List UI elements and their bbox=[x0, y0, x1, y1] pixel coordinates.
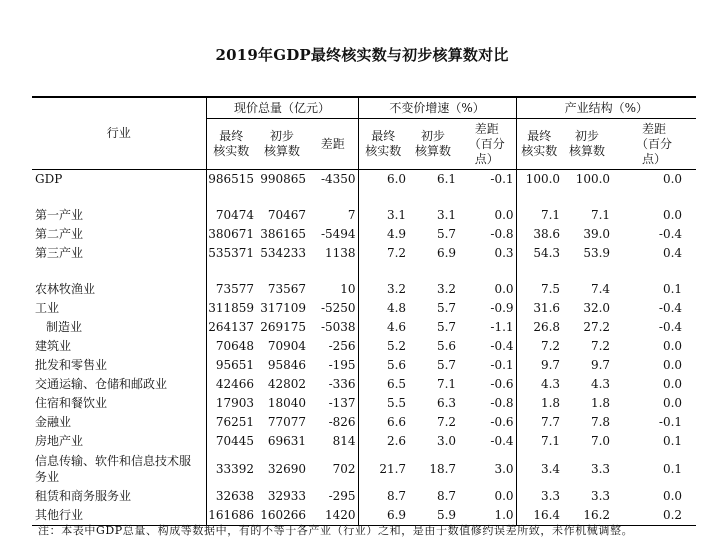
cell-growth-final: 5.2 bbox=[386, 339, 407, 353]
table-row bbox=[32, 432, 696, 451]
cell-growth-final: 3.1 bbox=[386, 208, 407, 222]
row-industry-name: 租赁和商务服务业 bbox=[32, 487, 206, 506]
cell-current-prelim: 534233 bbox=[260, 246, 306, 260]
cell-current-diff: -826 bbox=[308, 413, 358, 432]
table-row bbox=[32, 356, 696, 375]
cell-current-prelim: 73567 bbox=[267, 282, 306, 296]
cell-structure-diff: 0.0 bbox=[662, 396, 683, 410]
cell-growth-prelim: 3.0 bbox=[436, 434, 457, 448]
cell-structure-final: 3.4 bbox=[540, 461, 561, 476]
table-row bbox=[32, 280, 696, 299]
cell-growth-final: 6.6 bbox=[386, 415, 407, 429]
cell-current-final: 70445 bbox=[215, 434, 254, 448]
row-industry-name: 金融业 bbox=[32, 413, 206, 432]
row-industry-name: 其他行业 bbox=[32, 506, 206, 526]
cell-growth-prelim: 3.1 bbox=[436, 208, 457, 222]
cell-structure-prelim: 27.2 bbox=[583, 320, 611, 334]
cell-growth-final: 2.6 bbox=[386, 434, 407, 448]
cell-growth-diff: 0.0 bbox=[458, 206, 516, 225]
table-row bbox=[32, 413, 696, 432]
cell-current-diff: 702 bbox=[308, 451, 358, 487]
cell-growth-final: 6.0 bbox=[386, 172, 407, 186]
table-row bbox=[32, 318, 696, 337]
cell-structure-final: 7.1 bbox=[540, 208, 561, 222]
cell-current-prelim: 317109 bbox=[260, 301, 306, 315]
cell-current-diff: -4350 bbox=[308, 170, 358, 190]
header-final-3: 最终 核实数 bbox=[516, 119, 562, 170]
cell-structure-final: 7.1 bbox=[540, 434, 561, 448]
cell-current-diff: 10 bbox=[308, 280, 358, 299]
cell-structure-diff: 0.0 bbox=[662, 377, 683, 391]
header-diff-1: 差距 bbox=[308, 119, 358, 170]
cell-growth-diff: 0.3 bbox=[458, 244, 516, 263]
table-row bbox=[32, 487, 696, 506]
cell-current-final: 161686 bbox=[206, 506, 256, 526]
header-prelim-3: 初步 核算数 bbox=[562, 119, 612, 170]
table-row bbox=[32, 394, 696, 413]
cell-growth-final: 5.6 bbox=[386, 358, 407, 372]
cell-structure-diff: 0.0 bbox=[662, 339, 683, 353]
cell-growth-diff: -0.4 bbox=[458, 432, 516, 451]
cell-growth-diff: -0.6 bbox=[458, 375, 516, 394]
cell-growth-diff: 3.0 bbox=[458, 451, 516, 487]
cell-structure-diff: 0.1 bbox=[662, 282, 683, 296]
cell-structure-prelim: 3.3 bbox=[590, 489, 611, 503]
cell-current-prelim: 69631 bbox=[267, 434, 306, 448]
cell-structure-diff: -0.4 bbox=[658, 320, 683, 334]
cell-current-diff: -5494 bbox=[308, 225, 358, 244]
header-diff-pp-3: 差距 （百分 点） bbox=[612, 119, 696, 170]
cell-current-final: 17903 bbox=[215, 396, 254, 410]
cell-structure-diff: 0.1 bbox=[662, 461, 683, 476]
table-row bbox=[32, 170, 696, 190]
cell-growth-diff: -0.8 bbox=[458, 225, 516, 244]
cell-structure-prelim: 39.0 bbox=[583, 227, 611, 241]
cell-current-final: 76251 bbox=[215, 415, 254, 429]
cell-growth-final: 21.7 bbox=[379, 461, 407, 476]
row-industry-name: 工业 bbox=[32, 299, 206, 318]
header-prelim-1: 初步 核算数 bbox=[256, 119, 308, 170]
cell-growth-final: 3.2 bbox=[386, 282, 407, 296]
row-industry-name: 第二产业 bbox=[32, 225, 206, 244]
cell-structure-diff: 0.0 bbox=[662, 489, 683, 503]
cell-structure-diff: 0.0 bbox=[662, 208, 683, 222]
cell-growth-prelim: 5.7 bbox=[436, 301, 457, 315]
row-industry-name: 农林牧渔业 bbox=[32, 280, 206, 299]
cell-growth-diff: -0.1 bbox=[458, 170, 516, 190]
cell-growth-prelim: 6.1 bbox=[436, 172, 457, 186]
cell-growth-diff: -0.1 bbox=[458, 356, 516, 375]
cell-growth-diff: -0.4 bbox=[458, 337, 516, 356]
cell-growth-prelim: 5.7 bbox=[436, 320, 457, 334]
cell-current-diff: -5038 bbox=[308, 318, 358, 337]
row-industry-name: 建筑业 bbox=[32, 337, 206, 356]
cell-growth-prelim: 5.7 bbox=[436, 358, 457, 372]
cell-structure-prelim: 16.2 bbox=[562, 506, 612, 526]
cell-current-prelim: 32690 bbox=[267, 461, 306, 476]
cell-structure-prelim: 7.4 bbox=[590, 282, 611, 296]
cell-structure-diff: -0.4 bbox=[658, 227, 683, 241]
cell-current-diff: -295 bbox=[308, 487, 358, 506]
row-industry-name: 第三产业 bbox=[32, 244, 206, 263]
cell-current-diff: 1420 bbox=[308, 506, 358, 526]
cell-growth-final: 7.2 bbox=[386, 246, 407, 260]
cell-growth-final: 6.5 bbox=[386, 377, 407, 391]
row-industry-name: 信息传输、软件和信息技术服 务业 bbox=[32, 451, 206, 487]
header-group-growth: 不变价增速（%） bbox=[358, 97, 516, 119]
cell-growth-prelim: 5.7 bbox=[436, 227, 457, 241]
cell-structure-prelim: 32.0 bbox=[583, 301, 611, 315]
cell-growth-prelim: 7.2 bbox=[436, 415, 457, 429]
cell-growth-prelim: 5.6 bbox=[436, 339, 457, 353]
table-row bbox=[32, 299, 696, 318]
cell-structure-final: 31.6 bbox=[533, 301, 561, 315]
cell-structure-diff: 0.0 bbox=[662, 358, 683, 372]
cell-structure-final: 3.3 bbox=[540, 489, 561, 503]
cell-growth-prelim: 6.9 bbox=[436, 246, 457, 260]
row-industry-name: 房地产业 bbox=[32, 432, 206, 451]
cell-current-prelim: 18040 bbox=[267, 396, 306, 410]
cell-current-final: 986515 bbox=[208, 172, 254, 186]
header-final-1: 最终 核实数 bbox=[206, 119, 256, 170]
table-row bbox=[32, 337, 696, 356]
header-prelim-2: 初步 核算数 bbox=[408, 119, 458, 170]
cell-growth-prelim: 7.1 bbox=[436, 377, 457, 391]
cell-structure-prelim: 4.3 bbox=[590, 377, 611, 391]
cell-current-prelim: 95846 bbox=[267, 358, 306, 372]
cell-current-diff: -137 bbox=[308, 394, 358, 413]
cell-current-prelim: 990865 bbox=[260, 172, 306, 186]
header-diff-pp-2: 差距 （百分 点） bbox=[458, 119, 516, 170]
spacer-row bbox=[32, 263, 696, 280]
cell-structure-final: 7.7 bbox=[540, 415, 561, 429]
row-industry-name: 交通运输、仓储和邮政业 bbox=[32, 375, 206, 394]
gdp-comparison-table bbox=[32, 96, 696, 526]
cell-structure-final: 54.3 bbox=[533, 246, 561, 260]
table-row bbox=[32, 375, 696, 394]
cell-structure-prelim: 9.7 bbox=[590, 358, 611, 372]
table-row bbox=[32, 244, 696, 263]
cell-growth-final: 4.6 bbox=[386, 320, 407, 334]
cell-structure-diff: 0.2 bbox=[612, 506, 696, 526]
cell-current-final: 311859 bbox=[208, 301, 254, 315]
cell-current-diff: -5250 bbox=[308, 299, 358, 318]
cell-current-prelim: 70467 bbox=[267, 208, 306, 222]
cell-current-diff: 7 bbox=[308, 206, 358, 225]
row-industry-name: 第一产业 bbox=[32, 206, 206, 225]
cell-growth-diff: -1.1 bbox=[458, 318, 516, 337]
cell-structure-prelim: 7.2 bbox=[590, 339, 611, 353]
cell-current-final: 33392 bbox=[215, 461, 254, 476]
cell-structure-final: 26.8 bbox=[533, 320, 561, 334]
cell-structure-final: 100.0 bbox=[525, 172, 561, 186]
cell-growth-diff: 0.0 bbox=[458, 487, 516, 506]
cell-growth-prelim: 5.9 bbox=[408, 506, 458, 526]
cell-current-final: 73577 bbox=[215, 282, 254, 296]
cell-growth-final: 4.9 bbox=[386, 227, 407, 241]
cell-structure-diff: 0.4 bbox=[662, 246, 683, 260]
cell-current-final: 264137 bbox=[208, 320, 254, 334]
cell-structure-final: 9.7 bbox=[540, 358, 561, 372]
cell-structure-prelim: 53.9 bbox=[583, 246, 611, 260]
cell-structure-diff: 0.0 bbox=[662, 172, 683, 186]
cell-current-diff: 1138 bbox=[308, 244, 358, 263]
table-row bbox=[32, 225, 696, 244]
header-industry: 行业 bbox=[32, 97, 206, 170]
cell-structure-diff: -0.1 bbox=[658, 415, 683, 429]
cell-current-final: 42466 bbox=[215, 377, 254, 391]
cell-current-prelim: 269175 bbox=[260, 320, 306, 334]
cell-current-final: 95651 bbox=[215, 358, 254, 372]
cell-current-final: 380671 bbox=[208, 227, 254, 241]
cell-structure-prelim: 100.0 bbox=[575, 172, 611, 186]
cell-current-prelim: 160266 bbox=[256, 506, 308, 526]
spacer-row bbox=[32, 189, 696, 206]
footnote: 注：本表中GDP总量、构成等数据中，有的不等于各产业（行业）之和，是由于数值修约误差所致，未作机械调整。 bbox=[38, 524, 634, 537]
cell-growth-final: 5.5 bbox=[386, 396, 407, 410]
cell-structure-prelim: 7.1 bbox=[590, 208, 611, 222]
cell-current-diff: 814 bbox=[308, 432, 358, 451]
cell-growth-prelim: 6.3 bbox=[436, 396, 457, 410]
cell-structure-final: 1.8 bbox=[540, 396, 561, 410]
cell-current-final: 535371 bbox=[208, 246, 254, 260]
cell-growth-final: 4.8 bbox=[386, 301, 407, 315]
cell-current-diff: -256 bbox=[308, 337, 358, 356]
cell-growth-diff: 1.0 bbox=[458, 506, 516, 526]
cell-structure-prelim: 7.0 bbox=[590, 434, 611, 448]
cell-growth-final: 8.7 bbox=[386, 489, 407, 503]
cell-structure-prelim: 1.8 bbox=[590, 396, 611, 410]
header-group-structure: 产业结构（%） bbox=[516, 97, 696, 119]
cell-structure-final: 38.6 bbox=[533, 227, 561, 241]
cell-current-final: 32638 bbox=[215, 489, 254, 503]
cell-current-diff: -336 bbox=[308, 375, 358, 394]
cell-structure-diff: 0.1 bbox=[662, 434, 683, 448]
page-title: 2019年GDP最终核实数与初步核算数对比 bbox=[215, 46, 509, 64]
cell-current-prelim: 42802 bbox=[267, 377, 306, 391]
row-industry-name: GDP bbox=[32, 170, 206, 190]
table-row bbox=[32, 451, 696, 487]
cell-growth-diff: -0.8 bbox=[458, 394, 516, 413]
cell-growth-final: 6.9 bbox=[358, 506, 408, 526]
cell-structure-prelim: 3.3 bbox=[590, 461, 611, 476]
cell-growth-prelim: 3.2 bbox=[436, 282, 457, 296]
header-group-current-price: 现价总量（亿元） bbox=[206, 97, 358, 119]
cell-structure-prelim: 7.8 bbox=[590, 415, 611, 429]
cell-growth-diff: -0.9 bbox=[458, 299, 516, 318]
cell-current-final: 70648 bbox=[215, 339, 254, 353]
cell-structure-final: 16.4 bbox=[516, 506, 562, 526]
cell-current-prelim: 386165 bbox=[260, 227, 306, 241]
row-industry-name: 制造业 bbox=[32, 318, 206, 337]
cell-current-prelim: 70904 bbox=[267, 339, 306, 353]
cell-growth-diff: 0.0 bbox=[458, 280, 516, 299]
table-row bbox=[32, 206, 696, 225]
row-industry-name: 住宿和餐饮业 bbox=[32, 394, 206, 413]
cell-structure-final: 4.3 bbox=[540, 377, 561, 391]
cell-growth-prelim: 8.7 bbox=[436, 489, 457, 503]
cell-current-diff: -195 bbox=[308, 356, 358, 375]
cell-growth-diff: -0.6 bbox=[458, 413, 516, 432]
cell-growth-prelim: 18.7 bbox=[429, 461, 457, 476]
cell-structure-final: 7.5 bbox=[540, 282, 561, 296]
header-final-2: 最终 核实数 bbox=[358, 119, 408, 170]
row-industry-name: 批发和零售业 bbox=[32, 356, 206, 375]
cell-structure-diff: -0.4 bbox=[658, 301, 683, 315]
cell-current-prelim: 32933 bbox=[267, 489, 306, 503]
cell-current-final: 70474 bbox=[215, 208, 254, 222]
cell-current-prelim: 77077 bbox=[267, 415, 306, 429]
cell-structure-final: 7.2 bbox=[540, 339, 561, 353]
